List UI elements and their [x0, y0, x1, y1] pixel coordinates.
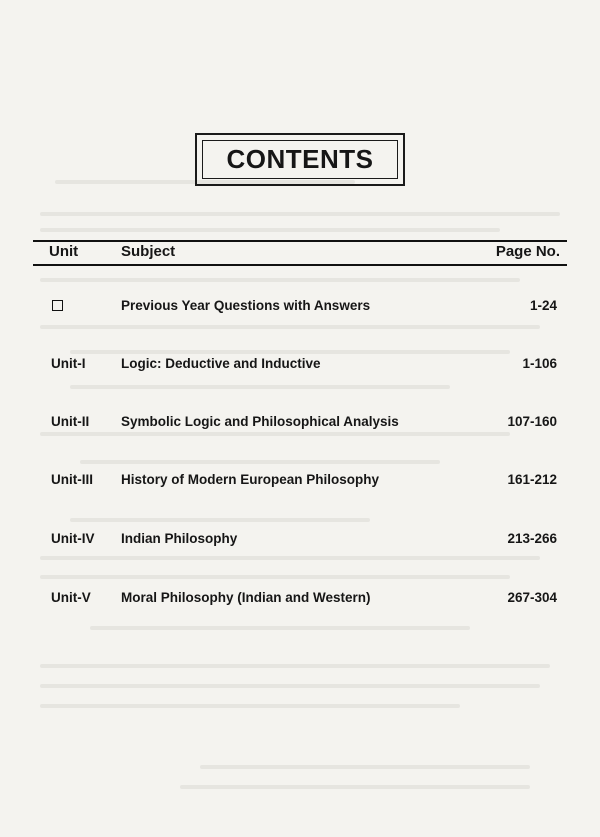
row-subject: Moral Philosophy (Indian and Western)	[121, 590, 371, 605]
header-top-rule	[33, 240, 567, 242]
contents-row-unit-3[interactable]	[0, 472, 600, 492]
row-unit: Unit-V	[51, 590, 91, 605]
row-pages: 1-24	[529, 298, 557, 313]
column-header-page-no: Page No.	[495, 243, 560, 260]
contents-row-unit-2[interactable]	[0, 414, 600, 434]
row-unit: Unit-III	[51, 472, 93, 487]
checkbox-icon	[52, 300, 63, 311]
row-subject: Previous Year Questions with Answers	[121, 298, 371, 313]
header-bottom-rule	[33, 264, 567, 266]
row-subject: Indian Philosophy	[121, 531, 238, 546]
contents-title-inner-frame	[202, 140, 398, 179]
row-unit: Unit-I	[51, 356, 86, 371]
row-pages: 161-212	[507, 472, 557, 487]
row-subject: Logic: Deductive and Inductive	[121, 356, 321, 371]
contents-row-unit-4[interactable]	[0, 531, 600, 551]
row-subject: Symbolic Logic and Philosophical Analysis	[121, 414, 399, 429]
row-subject: History of Modern European Philosophy	[121, 472, 380, 487]
row-unit: Unit-IV	[51, 531, 95, 546]
row-unit: Unit-II	[51, 414, 90, 429]
row-pages: 1-106	[522, 356, 557, 371]
row-pages: 107-160	[507, 414, 557, 429]
contents-row-unit-5[interactable]	[0, 590, 600, 610]
column-header-subject: Subject	[121, 243, 176, 260]
page-title: CONTENTS	[226, 144, 374, 174]
contents-title-box	[195, 133, 405, 186]
contents-row-unit-1[interactable]	[0, 356, 600, 376]
column-header-unit: Unit	[49, 243, 79, 260]
row-pages: 267-304	[507, 590, 557, 605]
row-pages: 213-266	[507, 531, 557, 546]
contents-row-pyq[interactable]	[0, 298, 600, 318]
